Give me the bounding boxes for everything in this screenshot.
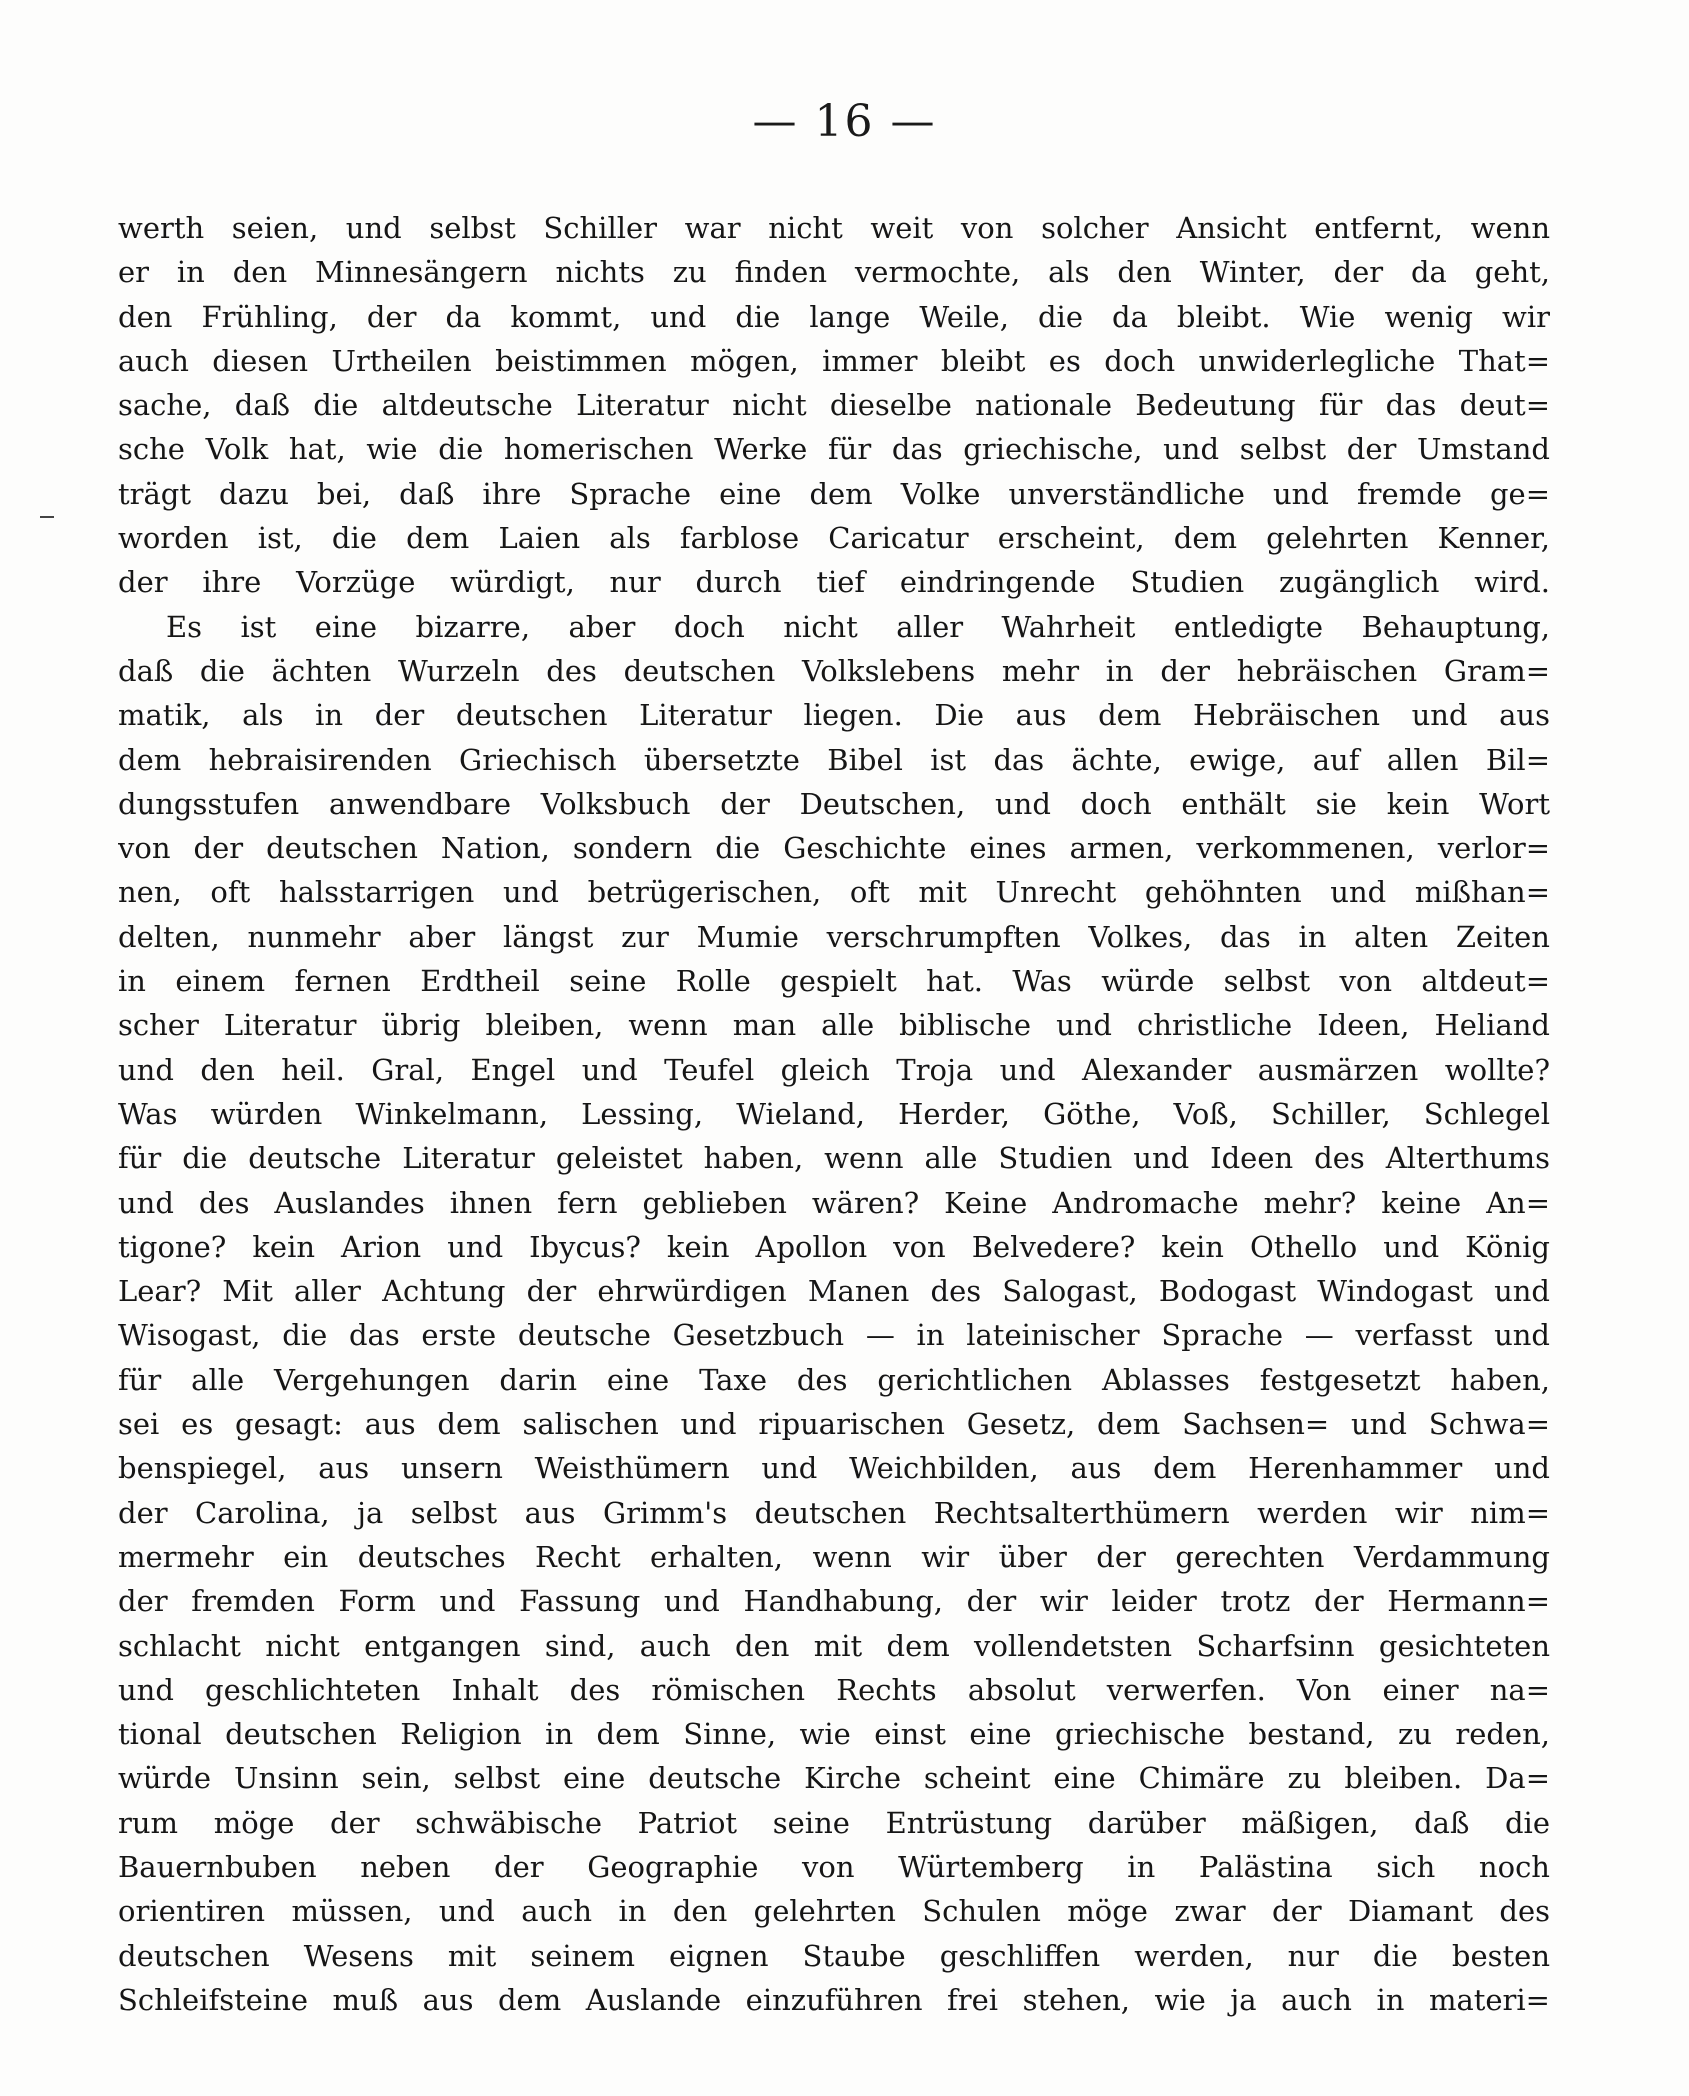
text-line: worden ist, die dem Laien als farblose Caricatur erscheint, dem gelehrten Kenner, — [118, 521, 1550, 556]
text-line: rum möge der schwäbische Patriot seine Entrüstung darüber mäßigen, daß die — [118, 1805, 1550, 1840]
text-line: sche Volk hat, wie die homerischen Werke für das griechische, und selbst der Umstand — [118, 432, 1550, 467]
text-line: auch diesen Urtheilen beistimmen mögen, immer bleibt es doch unwiderlegliche That= — [118, 343, 1550, 378]
text-line: von der deutschen Nation, sondern die Geschichte eines armen, verkommenen, verlor= — [118, 831, 1550, 866]
text-line: Wisogast, die das erste deutsche Gesetzbuch — in lateinischer Sprache — verfasst und — [118, 1318, 1550, 1353]
page-number: — 16 — — [752, 96, 937, 147]
text-line: und geschlichteten Inhalt des römischen Rechts absolut verwerfen. Von einer na= — [118, 1672, 1550, 1707]
text-line: der fremden Form und Fassung und Handhabung, der wir leider trotz der Hermann= — [118, 1584, 1550, 1619]
text-line: schlacht nicht entgangen sind, auch den mit dem vollendetsten Scharfsinn gesichteten — [118, 1628, 1550, 1663]
body-text — [118, 206, 1550, 2022]
text-line: für alle Vergehungen darin eine Taxe des gerichtlichen Ablasses festgesetzt haben, — [118, 1362, 1550, 1397]
text-line: tigone? kein Arion und Ibycus? kein Apollon von Belvedere? kein Othello und König — [118, 1229, 1550, 1264]
text-line: würde Unsinn sein, selbst eine deutsche Kirche scheint eine Chimäre zu bleiben. Da= — [118, 1761, 1550, 1796]
text-line: scher Literatur übrig bleiben, wenn man alle biblische und christliche Ideen, Heliand — [118, 1008, 1550, 1043]
text-line: für die deutsche Literatur geleistet haben, wenn alle Studien und Ideen des Alterthums — [118, 1141, 1550, 1176]
text-line: matik, als in der deutschen Literatur liegen. Die aus dem Hebräischen und aus — [118, 698, 1550, 733]
text-line: dem hebraisirenden Griechisch übersetzte Bibel ist das ächte, ewige, auf allen Bil= — [118, 742, 1550, 777]
text-line: der ihre Vorzüge würdigt, nur durch tief eindringende Studien zugänglich wird. — [118, 565, 1550, 600]
text-line: der Carolina, ja selbst aus Grimm's deutschen Rechtsalterthümern werden wir nim= — [118, 1495, 1550, 1530]
text-line: sache, daß die altdeutsche Literatur nicht dieselbe nationale Bedeutung für das deut= — [118, 388, 1550, 423]
text-line: Lear? Mit aller Achtung der ehrwürdigen Manen des Salogast, Bodogast Windogast und — [118, 1274, 1550, 1309]
text-line: daß die ächten Wurzeln des deutschen Volkslebens mehr in der hebräischen Gram= — [118, 653, 1550, 688]
text-line: Bauernbuben neben der Geographie von Würtemberg in Palästina sich noch — [118, 1849, 1550, 1884]
text-line: den Frühling, der da kommt, und die lange Weile, die da bleibt. Wie wenig wir — [118, 299, 1550, 334]
text-line: orientiren müssen, und auch in den gelehrten Schulen möge zwar der Diamant des — [118, 1894, 1550, 1929]
text-line: delten, nunmehr aber längst zur Mumie verschrumpften Volkes, das in alten Zeiten — [118, 919, 1550, 954]
text-line: nen, oft halsstarrigen und betrügerischen, oft mit Unrecht gehöhnten und mißhan= — [118, 875, 1550, 910]
text-line: benspiegel, aus unsern Weisthümern und Weichbilden, aus dem Herenhammer und — [118, 1451, 1550, 1486]
text-line: und des Auslandes ihnen fern geblieben wären? Keine Andromache mehr? keine An= — [118, 1185, 1550, 1220]
text-line: Was würden Winkelmann, Lessing, Wieland, Herder, Göthe, Voß, Schiller, Schlegel — [118, 1096, 1550, 1131]
text-line: dungsstufen anwendbare Volksbuch der Deutschen, und doch enthält sie kein Wort — [118, 786, 1550, 821]
text-line: tional deutschen Religion in dem Sinne, wie einst eine griechische bestand, zu reden, — [118, 1717, 1550, 1752]
text-line: in einem fernen Erdtheil seine Rolle gespielt hat. Was würde selbst von altdeut= — [118, 964, 1550, 999]
text-line: mermehr ein deutsches Recht erhalten, wenn wir über der gerechten Verdammung — [118, 1539, 1550, 1574]
text-line: deutschen Wesens mit seinem eignen Staube geschliffen werden, nur die besten — [118, 1938, 1550, 1973]
text-line: werth seien, und selbst Schiller war nicht weit von solcher Ansicht entfernt, wenn — [118, 211, 1550, 245]
text-line: und den heil. Gral, Engel und Teufel gleich Troja und Alexander ausmärzen wollte? — [118, 1052, 1550, 1087]
text-line: Schleifsteine muß aus dem Auslande einzuführen frei stehen, wie ja auch in materi= — [118, 1982, 1550, 2017]
margin-mark — [40, 516, 54, 518]
text-line: Es ist eine bizarre, aber doch nicht aller Wahrheit entledigte Behauptung, — [166, 609, 1550, 644]
text-line: trägt dazu bei, daß ihre Sprache eine dem Volke unverständliche und fremde ge= — [118, 476, 1550, 511]
text-line: sei es gesagt: aus dem salischen und ripuarischen Gesetz, dem Sachsen= und Schwa= — [118, 1407, 1550, 1442]
text-line: er in den Minnesängern nichts zu finden vermochte, als den Winter, der da geht, — [118, 255, 1550, 290]
